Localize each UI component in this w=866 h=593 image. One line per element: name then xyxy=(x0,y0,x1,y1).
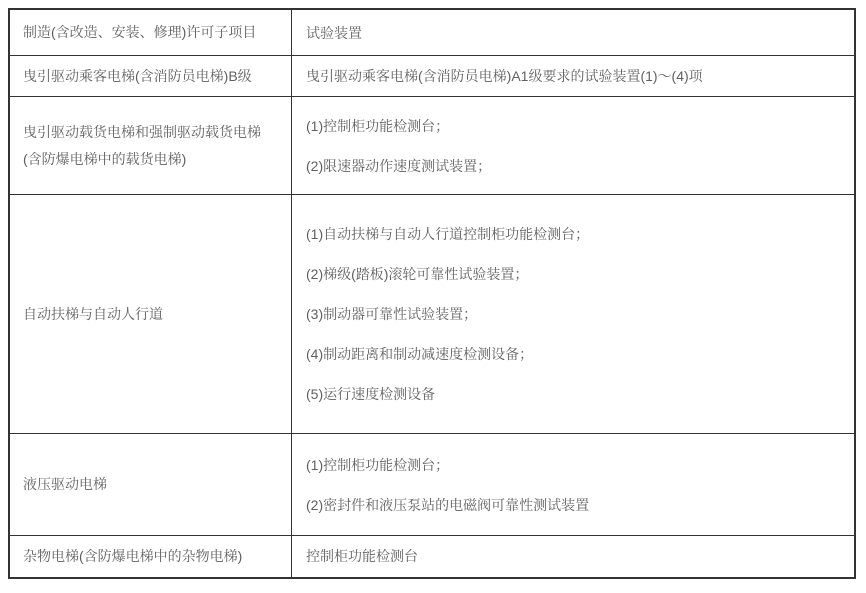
test-device-text: 曳引驱动乘客电梯(含消防员电梯)A1级要求的试验装置(1)～(4)项 xyxy=(306,67,703,84)
license-item-cell xyxy=(10,536,291,577)
table-row xyxy=(10,194,854,433)
test-device-text: (2)限速器动作速度测试装置； xyxy=(306,157,492,174)
test-device-text: (1)控制柜功能检测台； xyxy=(306,456,450,473)
license-item-cell xyxy=(10,56,291,96)
test-device-cell xyxy=(291,434,854,535)
license-item-text: 曳引驱动乘客电梯(含消防员电梯)B级 xyxy=(23,67,252,84)
column-header-license-item xyxy=(10,10,291,55)
table-row xyxy=(10,55,854,96)
license-item-text: 杂物电梯(含防爆电梯中的杂物电梯) xyxy=(23,548,243,564)
license-item-cell xyxy=(10,97,291,194)
test-device-text: (1)自动扶梯与自动人行道控制柜功能检测台； xyxy=(306,226,590,242)
column-header-license-item-label: 制造(含改造、安装、修理)许可子项目 xyxy=(23,24,257,40)
test-device-text: (2)梯级(踏板)滚轮可靠性试验装置； xyxy=(306,266,529,282)
license-item-cell xyxy=(10,195,291,433)
license-item-text: 自动扶梯与自动人行道 xyxy=(23,305,163,322)
license-test-device-table xyxy=(8,8,856,579)
column-header-test-device-label: 试验装置 xyxy=(306,24,362,41)
table-row xyxy=(10,96,854,194)
test-device-cell xyxy=(291,97,854,194)
test-device-text: (1)控制柜功能检测台； xyxy=(306,117,450,134)
column-header-test-device xyxy=(291,10,854,55)
table-row xyxy=(10,535,854,577)
license-item-cell xyxy=(10,434,291,535)
test-device-cell xyxy=(291,195,854,433)
license-item-text: 曳引驱动载货电梯和强制驱动载货电梯(含防爆电梯中的载货电梯) xyxy=(23,123,261,167)
test-device-text: (4)制动距离和制动减速度检测设备； xyxy=(306,346,534,362)
test-device-text: (3)制动器可靠性试验装置； xyxy=(306,306,478,322)
header-row xyxy=(10,10,854,55)
test-device-text: (5)运行速度检测设备 xyxy=(306,386,436,402)
license-item-text: 液压驱动电梯 xyxy=(23,476,107,492)
test-device-cell xyxy=(291,56,854,96)
test-device-text: 控制柜功能检测台 xyxy=(306,548,418,564)
table-row xyxy=(10,433,854,535)
test-device-text: (2)密封件和液压泵站的电磁阀可靠性测试装置 xyxy=(306,496,590,513)
test-device-cell xyxy=(291,536,854,577)
